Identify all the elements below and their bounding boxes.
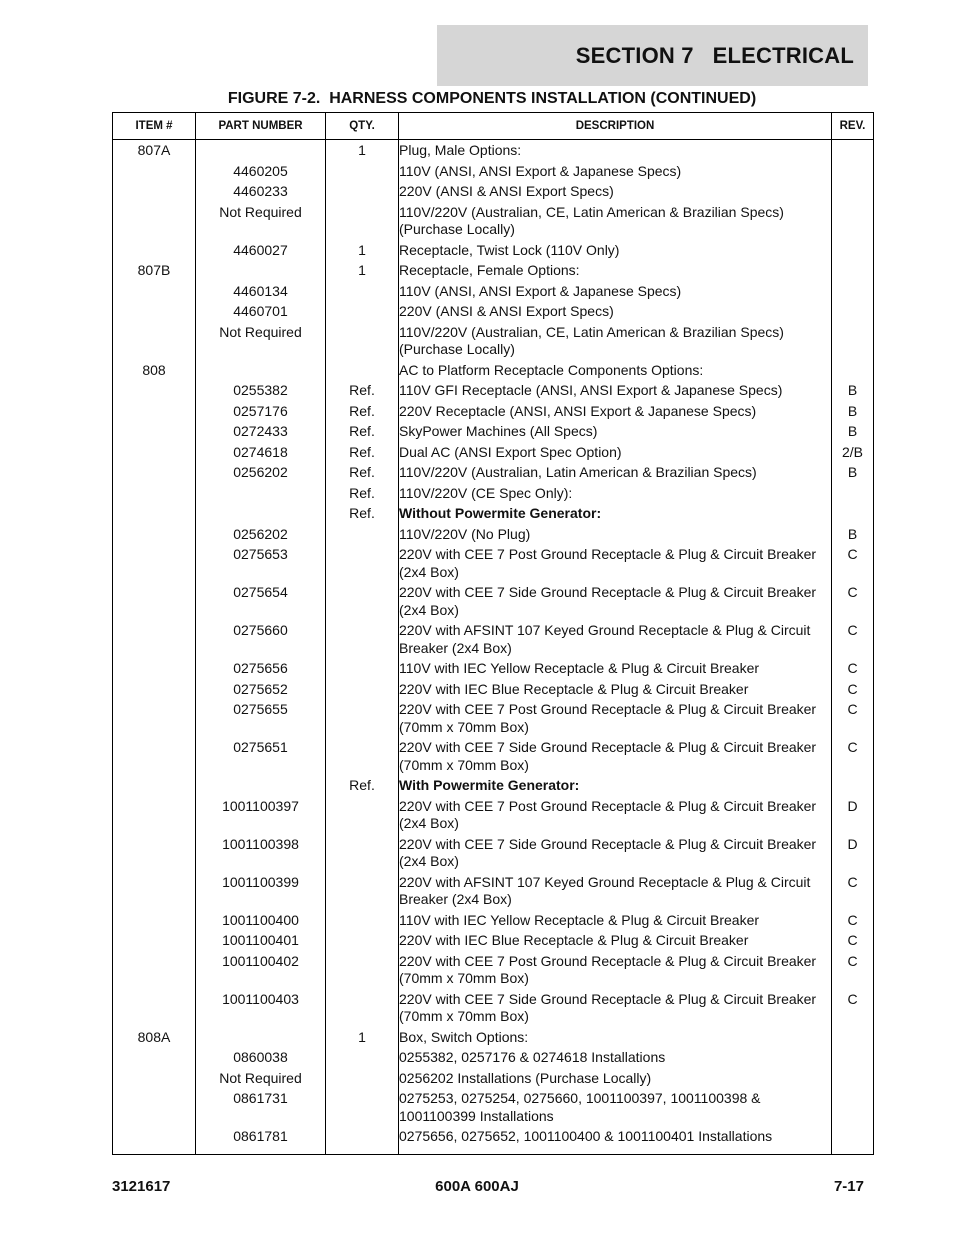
- cell-item-number: [113, 738, 196, 776]
- cell-part-number: 0275654: [196, 583, 326, 621]
- cell-part-number: 1001100402: [196, 952, 326, 990]
- cell-quantity: Ref.: [326, 484, 399, 505]
- cell-description: 220V with CEE 7 Side Ground Receptacle & Plug & Circuit Breaker (70mm x 70mm Box): [399, 990, 832, 1028]
- cell-item-number: [113, 381, 196, 402]
- cell-description: 220V with CEE 7 Post Ground Receptacle & Plug & Circuit Breaker (2x4 Box): [399, 545, 832, 583]
- cell-quantity: [326, 361, 399, 382]
- cell-quantity: 1: [326, 1028, 399, 1049]
- table-row: [113, 282, 874, 303]
- cell-part-number: [196, 140, 326, 162]
- table-row: [113, 1028, 874, 1049]
- cell-revision: [832, 241, 874, 262]
- cell-revision: B: [832, 422, 874, 443]
- cell-item-number: [113, 873, 196, 911]
- table-row: [113, 203, 874, 241]
- cell-item-number: [113, 700, 196, 738]
- cell-item-number: [113, 1089, 196, 1127]
- footer-page-number: 7-17: [833, 1178, 864, 1195]
- cell-description: 110V with IEC Yellow Receptacle & Plug & Circuit Breaker: [399, 659, 832, 680]
- cell-description: 220V with AFSINT 107 Keyed Ground Receptacle & Plug & Circuit Breaker (2x4 Box): [399, 621, 832, 659]
- cell-description: 110V (ANSI, ANSI Export & Japanese Specs): [399, 282, 832, 303]
- table-row: [113, 931, 874, 952]
- cell-item-number: [113, 583, 196, 621]
- cell-quantity: [326, 1089, 399, 1127]
- cell-part-number: 0256202: [196, 525, 326, 546]
- cell-description: 220V with IEC Blue Receptacle & Plug & Circuit Breaker: [399, 931, 832, 952]
- cell-item-number: [113, 162, 196, 183]
- cell-description: 110V/220V (CE Spec Only):: [399, 484, 832, 505]
- table-row: [113, 261, 874, 282]
- cell-quantity: 1: [326, 261, 399, 282]
- cell-quantity: Ref.: [326, 422, 399, 443]
- section-title: SECTION 7 ELECTRICAL: [575, 42, 854, 68]
- cell-part-number: 0256202: [196, 463, 326, 484]
- cell-revision: [832, 302, 874, 323]
- table-row: [113, 952, 874, 990]
- cell-quantity: [326, 738, 399, 776]
- cell-quantity: 1: [326, 241, 399, 262]
- cell-item-number: [113, 463, 196, 484]
- table-row: [113, 241, 874, 262]
- cell-part-number: [196, 1028, 326, 1049]
- table-row: [113, 162, 874, 183]
- cell-item-number: [113, 952, 196, 990]
- cell-description: Dual AC (ANSI Export Spec Option): [399, 443, 832, 464]
- cell-revision: C: [832, 873, 874, 911]
- cell-description: 220V with CEE 7 Side Ground Receptacle & Plug & Circuit Breaker (2x4 Box): [399, 583, 832, 621]
- cell-item-number: [113, 1127, 196, 1154]
- cell-description: SkyPower Machines (All Specs): [399, 422, 832, 443]
- table-row: [113, 323, 874, 361]
- cell-description: 220V with IEC Blue Receptacle & Plug & Circuit Breaker: [399, 680, 832, 701]
- table-row: [113, 182, 874, 203]
- cell-description: AC to Platform Receptacle Components Options:: [399, 361, 832, 382]
- cell-part-number: 0257176: [196, 402, 326, 423]
- cell-revision: C: [832, 990, 874, 1028]
- cell-revision: B: [832, 381, 874, 402]
- cell-revision: C: [832, 911, 874, 932]
- cell-item-number: [113, 990, 196, 1028]
- cell-revision: [832, 140, 874, 162]
- footer-document-number: 3121617: [112, 1178, 171, 1195]
- cell-quantity: [326, 659, 399, 680]
- cell-item-number: 807A: [113, 140, 196, 162]
- cell-quantity: [326, 1048, 399, 1069]
- cell-part-number: 1001100397: [196, 797, 326, 835]
- cell-quantity: [326, 282, 399, 303]
- cell-revision: C: [832, 545, 874, 583]
- cell-revision: [832, 1127, 874, 1154]
- cell-item-number: [113, 525, 196, 546]
- cell-item-number: [113, 835, 196, 873]
- cell-part-number: 0275655: [196, 700, 326, 738]
- cell-revision: [832, 776, 874, 797]
- table-row: [113, 545, 874, 583]
- cell-quantity: Ref.: [326, 504, 399, 525]
- cell-part-number: 1001100401: [196, 931, 326, 952]
- cell-item-number: [113, 302, 196, 323]
- cell-quantity: Ref.: [326, 443, 399, 464]
- cell-item-number: [113, 1069, 196, 1090]
- cell-description: Box, Switch Options:: [399, 1028, 832, 1049]
- cell-description: Without Powermite Generator:: [399, 504, 832, 525]
- cell-quantity: [326, 203, 399, 241]
- cell-revision: [832, 1089, 874, 1127]
- cell-revision: [832, 484, 874, 505]
- figure-title: FIGURE 7-2. HARNESS COMPONENTS INSTALLATION (CONTINUED): [227, 90, 757, 107]
- col-header-qty: QTY.: [326, 113, 399, 140]
- cell-item-number: [113, 797, 196, 835]
- table-row: [113, 873, 874, 911]
- cell-item-number: [113, 545, 196, 583]
- cell-revision: B: [832, 463, 874, 484]
- cell-revision: [832, 282, 874, 303]
- cell-description: 220V with CEE 7 Post Ground Receptacle & Plug & Circuit Breaker (70mm x 70mm Box): [399, 700, 832, 738]
- cell-item-number: [113, 504, 196, 525]
- cell-part-number: 0860038: [196, 1048, 326, 1069]
- cell-quantity: [326, 545, 399, 583]
- cell-description: 220V with CEE 7 Side Ground Receptacle & Plug & Circuit Breaker (2x4 Box): [399, 835, 832, 873]
- table-row: [113, 797, 874, 835]
- cell-revision: [832, 1048, 874, 1069]
- cell-part-number: 0255382: [196, 381, 326, 402]
- cell-part-number: 1001100398: [196, 835, 326, 873]
- cell-item-number: [113, 203, 196, 241]
- cell-description: 220V Receptacle (ANSI, ANSI Export & Japanese Specs): [399, 402, 832, 423]
- cell-quantity: [326, 1069, 399, 1090]
- table-row: [113, 402, 874, 423]
- cell-revision: [832, 203, 874, 241]
- cell-quantity: [326, 797, 399, 835]
- cell-revision: [832, 361, 874, 382]
- cell-quantity: [326, 525, 399, 546]
- cell-part-number: 0275652: [196, 680, 326, 701]
- table-row: [113, 659, 874, 680]
- cell-part-number: [196, 484, 326, 505]
- cell-revision: [832, 1069, 874, 1090]
- cell-item-number: 807B: [113, 261, 196, 282]
- col-header-item: ITEM #: [113, 113, 196, 140]
- cell-item-number: [113, 776, 196, 797]
- table-row: [113, 302, 874, 323]
- cell-quantity: [326, 583, 399, 621]
- table-row: [113, 911, 874, 932]
- cell-description: 110V GFI Receptacle (ANSI, ANSI Export & Japanese Specs): [399, 381, 832, 402]
- cell-item-number: [113, 182, 196, 203]
- table-row: [113, 680, 874, 701]
- table-row: [113, 361, 874, 382]
- cell-description: 110V/220V (Australian, CE, Latin American & Brazilian Specs) (Purchase Locally): [399, 323, 832, 361]
- cell-description: 0275656, 0275652, 1001100400 & 1001100401 Installations: [399, 1127, 832, 1154]
- cell-revision: D: [832, 835, 874, 873]
- cell-description: Receptacle, Twist Lock (110V Only): [399, 241, 832, 262]
- cell-revision: C: [832, 700, 874, 738]
- cell-item-number: [113, 1048, 196, 1069]
- cell-quantity: Ref.: [326, 402, 399, 423]
- cell-quantity: [326, 323, 399, 361]
- table-row: [113, 738, 874, 776]
- cell-description: Plug, Male Options:: [399, 140, 832, 162]
- table-row: [113, 1069, 874, 1090]
- cell-part-number: Not Required: [196, 1069, 326, 1090]
- cell-part-number: 1001100403: [196, 990, 326, 1028]
- cell-revision: C: [832, 659, 874, 680]
- cell-part-number: 1001100399: [196, 873, 326, 911]
- table-row: [113, 484, 874, 505]
- table-row: [113, 583, 874, 621]
- cell-part-number: 4460027: [196, 241, 326, 262]
- cell-item-number: [113, 443, 196, 464]
- table-row: [113, 140, 874, 162]
- cell-description: 110V/220V (Australian, Latin American & Brazilian Specs): [399, 463, 832, 484]
- cell-description: Receptacle, Female Options:: [399, 261, 832, 282]
- cell-part-number: [196, 361, 326, 382]
- cell-item-number: [113, 484, 196, 505]
- cell-description: 0275253, 0275254, 0275660, 1001100397, 1001100398 & 1001100399 Installations: [399, 1089, 832, 1127]
- cell-quantity: [326, 990, 399, 1028]
- cell-part-number: 1001100400: [196, 911, 326, 932]
- header-row: [113, 113, 874, 140]
- cell-part-number: 4460701: [196, 302, 326, 323]
- cell-revision: C: [832, 738, 874, 776]
- cell-description: 220V (ANSI & ANSI Export Specs): [399, 182, 832, 203]
- cell-part-number: 0275660: [196, 621, 326, 659]
- cell-revision: [832, 1028, 874, 1049]
- col-header-part-number: PART NUMBER: [196, 113, 326, 140]
- cell-description: 220V with CEE 7 Post Ground Receptacle & Plug & Circuit Breaker (2x4 Box): [399, 797, 832, 835]
- cell-item-number: [113, 241, 196, 262]
- footer-model: 600A 600AJ: [435, 1178, 519, 1195]
- table-row: [113, 835, 874, 873]
- cell-part-number: 4460205: [196, 162, 326, 183]
- cell-item-number: [113, 282, 196, 303]
- cell-item-number: 808: [113, 361, 196, 382]
- cell-quantity: [326, 873, 399, 911]
- cell-revision: D: [832, 797, 874, 835]
- cell-item-number: [113, 680, 196, 701]
- table-row: [113, 443, 874, 464]
- cell-part-number: [196, 776, 326, 797]
- cell-item-number: [113, 422, 196, 443]
- col-header-description: DESCRIPTION: [399, 113, 832, 140]
- table-row: [113, 1048, 874, 1069]
- cell-description: 220V with AFSINT 107 Keyed Ground Receptacle & Plug & Circuit Breaker (2x4 Box): [399, 873, 832, 911]
- table-body: [113, 140, 874, 1155]
- cell-part-number: 0275653: [196, 545, 326, 583]
- cell-part-number: Not Required: [196, 323, 326, 361]
- cell-description: 0255382, 0257176 & 0274618 Installations: [399, 1048, 832, 1069]
- cell-quantity: [326, 835, 399, 873]
- parts-table: [112, 112, 874, 1155]
- cell-quantity: [326, 700, 399, 738]
- section-header: [437, 25, 868, 86]
- cell-revision: C: [832, 931, 874, 952]
- cell-quantity: Ref.: [326, 381, 399, 402]
- table-row: [113, 422, 874, 443]
- cell-quantity: Ref.: [326, 463, 399, 484]
- cell-item-number: [113, 621, 196, 659]
- table-row: [113, 621, 874, 659]
- cell-item-number: [113, 659, 196, 680]
- cell-description: 110V (ANSI, ANSI Export & Japanese Specs): [399, 162, 832, 183]
- cell-revision: [832, 504, 874, 525]
- cell-item-number: [113, 323, 196, 361]
- table-row: [113, 525, 874, 546]
- cell-revision: [832, 261, 874, 282]
- table-row: [113, 1089, 874, 1127]
- cell-revision: [832, 162, 874, 183]
- table-row: [113, 504, 874, 525]
- cell-revision: C: [832, 680, 874, 701]
- cell-quantity: [326, 162, 399, 183]
- table-row: [113, 990, 874, 1028]
- cell-description: With Powermite Generator:: [399, 776, 832, 797]
- cell-revision: [832, 182, 874, 203]
- cell-part-number: 0861781: [196, 1127, 326, 1154]
- cell-part-number: 0274618: [196, 443, 326, 464]
- cell-description: 220V with CEE 7 Post Ground Receptacle & Plug & Circuit Breaker (70mm x 70mm Box): [399, 952, 832, 990]
- cell-revision: 2/B: [832, 443, 874, 464]
- cell-part-number: 4460134: [196, 282, 326, 303]
- cell-description: 220V with CEE 7 Side Ground Receptacle & Plug & Circuit Breaker (70mm x 70mm Box): [399, 738, 832, 776]
- cell-revision: B: [832, 402, 874, 423]
- cell-description: 0256202 Installations (Purchase Locally): [399, 1069, 832, 1090]
- cell-item-number: [113, 402, 196, 423]
- cell-revision: B: [832, 525, 874, 546]
- cell-item-number: 808A: [113, 1028, 196, 1049]
- cell-part-number: 0861731: [196, 1089, 326, 1127]
- table-row: [113, 1127, 874, 1154]
- cell-revision: [832, 323, 874, 361]
- cell-part-number: [196, 261, 326, 282]
- cell-revision: C: [832, 952, 874, 990]
- cell-quantity: [326, 911, 399, 932]
- cell-part-number: [196, 504, 326, 525]
- cell-part-number: 4460233: [196, 182, 326, 203]
- table-row: [113, 463, 874, 484]
- cell-quantity: [326, 1127, 399, 1154]
- table-row: [113, 700, 874, 738]
- cell-description: 110V with IEC Yellow Receptacle & Plug & Circuit Breaker: [399, 911, 832, 932]
- cell-part-number: 0275651: [196, 738, 326, 776]
- cell-revision: C: [832, 621, 874, 659]
- cell-quantity: Ref.: [326, 776, 399, 797]
- table-row: [113, 776, 874, 797]
- cell-item-number: [113, 931, 196, 952]
- col-header-rev: REV.: [832, 113, 874, 140]
- cell-description: 110V/220V (Australian, CE, Latin American & Brazilian Specs) (Purchase Locally): [399, 203, 832, 241]
- cell-quantity: [326, 621, 399, 659]
- table-header: [113, 113, 874, 140]
- cell-description: 220V (ANSI & ANSI Export Specs): [399, 302, 832, 323]
- cell-revision: C: [832, 583, 874, 621]
- cell-part-number: Not Required: [196, 203, 326, 241]
- cell-part-number: 0272433: [196, 422, 326, 443]
- cell-quantity: [326, 952, 399, 990]
- cell-quantity: 1: [326, 140, 399, 162]
- cell-part-number: 0275656: [196, 659, 326, 680]
- cell-description: 110V/220V (No Plug): [399, 525, 832, 546]
- cell-quantity: [326, 302, 399, 323]
- cell-quantity: [326, 680, 399, 701]
- cell-item-number: [113, 911, 196, 932]
- table-row: [113, 381, 874, 402]
- cell-quantity: [326, 931, 399, 952]
- cell-quantity: [326, 182, 399, 203]
